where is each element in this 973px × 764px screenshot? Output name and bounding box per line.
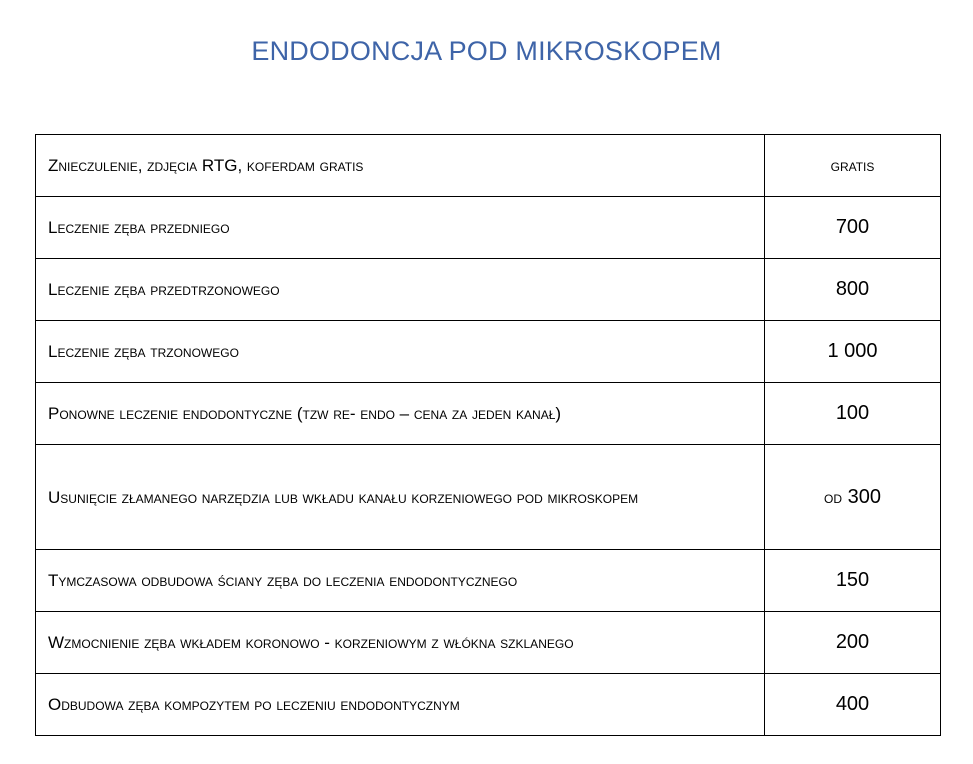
service-name: Znieczulenie, zdjęcia RTG, koferdam gratis bbox=[36, 135, 765, 197]
service-name: Leczenie zęba przedniego bbox=[36, 197, 765, 259]
service-name: Odbudowa zęba kompozytem po leczeniu endodontycznym bbox=[36, 674, 765, 736]
service-name: Leczenie zęba przedtrzonowego bbox=[36, 259, 765, 321]
service-name: Tymczasowa odbudowa ściany zęba do leczenia endodontycznego bbox=[36, 550, 765, 612]
service-price: 400 bbox=[765, 674, 941, 736]
service-name: Ponowne leczenie endodontyczne (tzw re- endo – cena za jeden kanał) bbox=[36, 383, 765, 445]
table-row bbox=[36, 197, 941, 259]
table-row bbox=[36, 612, 941, 674]
table-row bbox=[36, 259, 941, 321]
page-title: ENDODONCJA POD MIKROSKOPEM bbox=[251, 36, 722, 66]
service-price bbox=[765, 445, 941, 550]
price-value: gratis bbox=[830, 156, 875, 175]
service-price: 150 bbox=[765, 550, 941, 612]
table-row bbox=[36, 445, 941, 550]
service-price: 1 000 bbox=[765, 321, 941, 383]
service-price bbox=[765, 135, 941, 197]
table-row bbox=[36, 550, 941, 612]
price-table bbox=[35, 134, 941, 736]
service-price: 100 bbox=[765, 383, 941, 445]
table-row bbox=[36, 674, 941, 736]
price-value: 300 bbox=[847, 485, 881, 508]
table-row bbox=[36, 383, 941, 445]
service-price: 200 bbox=[765, 612, 941, 674]
price-prefix: od bbox=[824, 487, 843, 507]
table-row bbox=[36, 321, 941, 383]
service-name: Leczenie zęba trzonowego bbox=[36, 321, 765, 383]
service-price: 800 bbox=[765, 259, 941, 321]
table-row bbox=[36, 135, 941, 197]
service-name: Usunięcie złamanego narzędzia lub wkładu kanału korzeniowego pod mikroskopem bbox=[36, 445, 765, 550]
service-name: Wzmocnienie zęba wkładem koronowo - korzeniowym z włókna szklanego bbox=[36, 612, 765, 674]
service-price: 700 bbox=[765, 197, 941, 259]
